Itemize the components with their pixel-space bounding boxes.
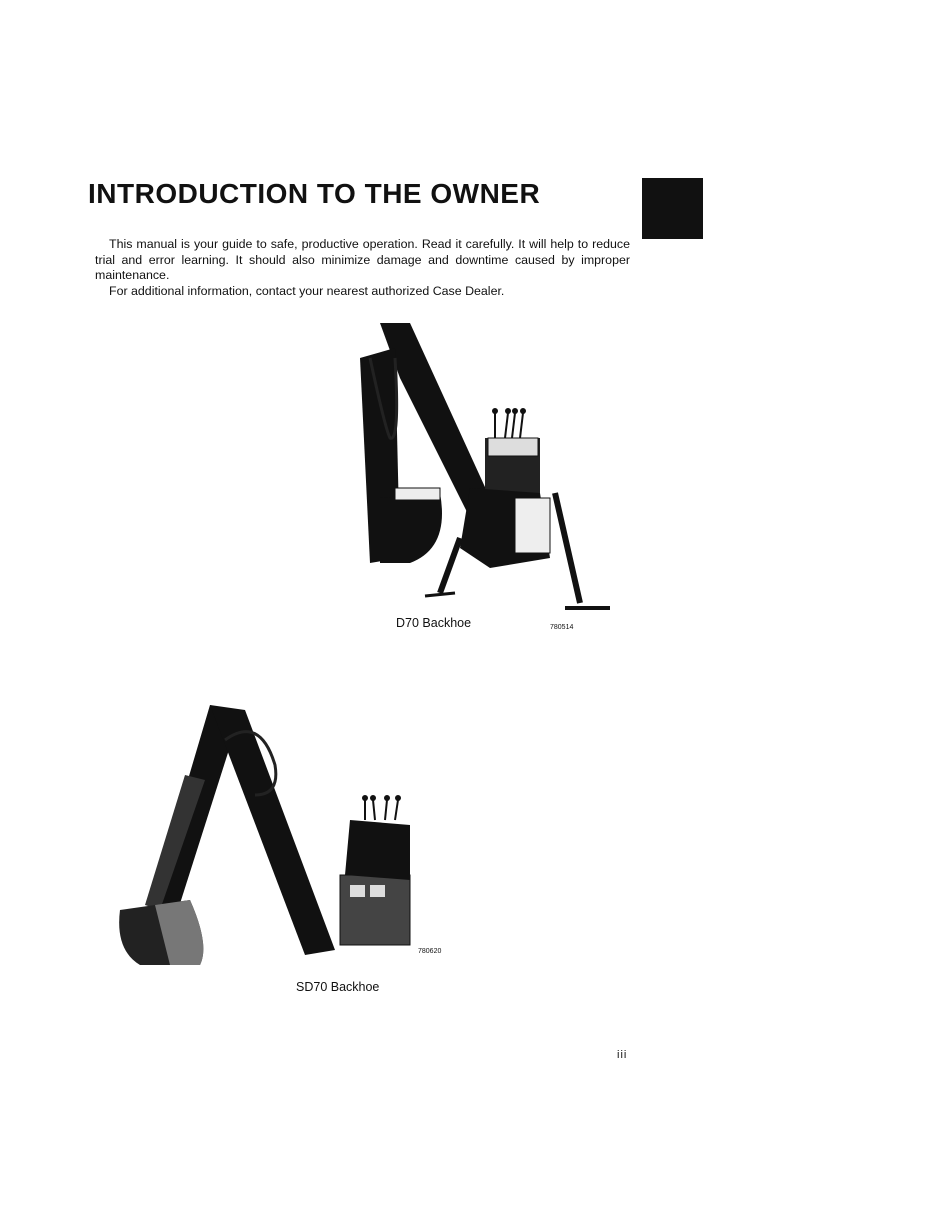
figure-number: 780620 xyxy=(418,948,442,955)
page-number: iii xyxy=(617,1049,628,1061)
sd70-backhoe-illustration xyxy=(110,695,430,975)
page-title: INTRODUCTION TO THE OWNER xyxy=(88,178,541,209)
dealer-paragraph: For additional information, contact your nearest authorized Case Dealer. xyxy=(109,283,505,298)
figure-caption: D70 Backhoe xyxy=(396,616,472,630)
backhoe-icon xyxy=(340,318,620,618)
figure-number: 780514 xyxy=(550,624,574,631)
d70-backhoe-illustration xyxy=(340,318,620,618)
intro-paragraph: This manual is your guide to safe, productive operation. Read it carefully. It will help to reduce trial and error learning. It should also minimize damage and downtime caused by improper maintenance. xyxy=(95,237,630,282)
intro-text xyxy=(95,237,630,299)
backhoe-icon xyxy=(110,695,430,975)
section-tab-marker xyxy=(642,178,703,239)
figure-caption: SD70 Backhoe xyxy=(296,980,380,994)
